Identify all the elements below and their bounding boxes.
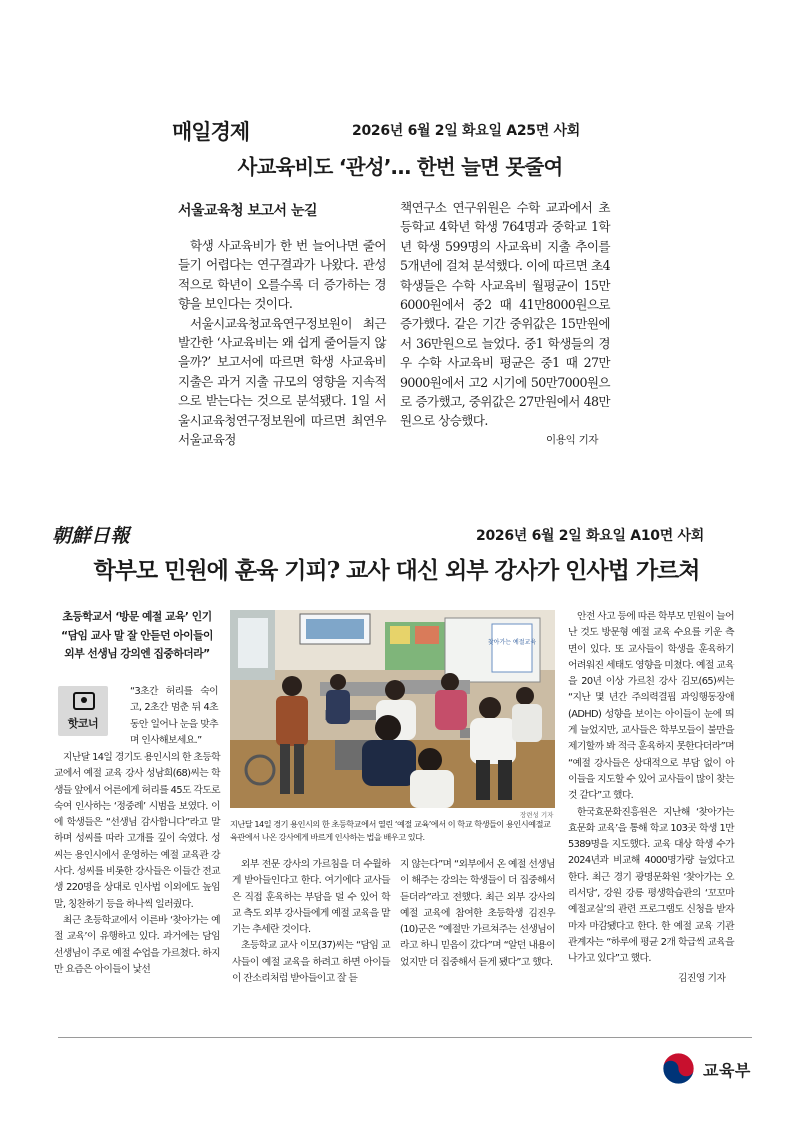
article2-date-line: 2026년 6월 2일 화요일 A10면 사회 [476,528,704,544]
article1-byline: 이용익 기자 [546,434,599,446]
article2-column-3 [400,857,555,971]
article2-paragraph: 안전 사고 등에 따른 학부모 민원이 늘어난 것도 방문형 예절 교육 수요를 키운 측면이 있다. 또 교사들이 학생을 훈육하기 어려워진 세태도 영향을 미쳤다. 예절 교육을 20년 이상 가르친 강사 김모(65)씨는 “지난 몇 년간 주의력결핍 과잉행동장애(ADHD) 성향을 보이는 아이들이 눈에 띄게 늘었지만, 교사들은 학부모들이 불만을 제기할까 봐 적극 훈육하지 못한다더라”며 “예절 강사들은 상대적으로 부담 없이 아이들을 지도할 수 있어 교사들이 많이 찾는 것 같다”고 했다. [568,611,734,802]
article2-paragraph: 한국효문화진흥원은 지난해 ‘찾아가는 효문화 교육’을 통해 학교 103곳 학생 1만5389명을 지도했다. 교육 대상 학생 수가 2024년과 비교해 4000명가량 늘었다고 한다. 최근 경기 광명문화원 ‘찾아가는 오리서당’, 강원 강릉 평생학습관의 ‘꼬꼬마 예절교실’의 관련 프로그램도 신청을 받자마자 마감됐다고 한다. 한 예절 교육 기관 관계자는 “하루에 평균 2개 학급씩 교육을 나가고 있다”고 했다. [568,806,734,965]
taegeuk-emblem-icon [661,1051,696,1086]
article2-paragraph: 초등학교 교사 이모(37)씨는 “담임 교사들이 예절 교육을 하려고 하면 아이들이 잔소리처럼 받아들이고 잘 듣 [232,940,390,985]
subheadline-line: 외부 선생님 강의엔 집중하더라” [64,647,210,660]
article1-publication-logo: 매일경제 [172,120,250,144]
article2-column-2 [232,857,390,987]
classroom-photo-illustration [230,610,555,808]
article2-byline: 김진영 기자 [678,973,726,984]
article1-subheadline: 서울교육청 보고서 눈길 [178,203,317,219]
article2-column-4 [568,609,734,968]
article1-headline: 사교육비도 ‘관성’… 한번 늘면 못줄여 [237,155,563,179]
article2-subheadline [52,608,222,664]
footer-divider [58,1037,752,1038]
article1-column-1 [178,236,386,449]
article1-paragraph: 책연구소 연구위원은 수학 교과에서 초등학교 4학년 학생 764명과 중학교 1학년 학생 599명의 사교육비 지출 추이를 5개년에 걸쳐 분석했다. 이에 따르면 초4 학생들은 수학 사교육비 월평균이 15만6000원에서 중2 때 41만8000원으로 증가했다. 같은 기간 중위값은 15만원에서 36만원으로 늘었다. 중1 학생들의 경우 수학 사교육비 평균은 중1 때 27만9000원에서 고2 시기에 50만7000원으로 증가했고, 중위값은 27만원에서 48만원으로 상승했다. [400,200,610,429]
board-poster-text: 찾아가는 예절교육 [487,639,537,646]
article2-photo [230,610,555,808]
camera-icon [73,692,95,710]
article2-column-1 [54,750,220,978]
article2-paragraph: 지난달 14일 경기도 용인시의 한 초등학교에서 예절 교육 강사 성남희(68)씨는 학생들 앞에서 어른에게 허리를 45도 각도로 숙여 인사하는 ‘정중례’ 시범을 보였다. 이에 학생들은 “선생님 감사합니다”라고 말하며 성씨를 따라 고개를 깊이 숙였다. 성씨는 용인시에서 운영하는 예절 교육관 강사다. 성씨를 비롯한 강사들은 이들간 전교생 220명을 상대로 인사법 이외에도 높임말, 칭찬하기 등을 하나씩 일러줬다. [54,752,220,910]
article1-date-line: 2026년 6월 2일 화요일 A25면 사회 [352,123,580,139]
subheadline-line: “담임 교사 말 잘 안듣던 아이들이 [61,628,213,642]
article2-headline: 학부모 민원에 훈육 기피? 교사 대신 외부 강사가 인사법 가르쳐 [93,557,700,584]
hot-corner-label: 핫코너 [67,717,99,730]
article1-paragraph: 서울시교육청교육연구정보원이 최근 발간한 ‘사교육비는 왜 쉽게 줄어들지 않을까?’ 보고서에 따르면 학생 사교육비 지출은 과거 지출 규모의 영향을 지속적으로 받는다는 것으로 분석됐다. 1일 서울시교육청연구정보원에 따르면 최연우 서울교육정 [178,315,386,448]
photo-credit: 장련성 기자 [520,811,554,819]
subheadline-line: 초등학교서 ‘방문 예절 교육’ 인기 [62,610,212,623]
article1-column-2 [400,198,610,431]
article2-opening-quote: “3초간 허리를 숙이고, 2초간 멈춘 뒤 4초 동안 일어나 눈을 맞추며 인사해보세요.” [130,686,218,746]
ministry-name: 교육부 [703,1061,751,1080]
article2-paragraph: 외부 전문 강사의 가르침을 더 수월하게 받아들인다고 한다. 여기에다 교사들은 직접 훈육하는 부담을 덜 수 있어 학교 측도 외부 강사들에게 예절 교육을 맡기는 추세란 것이다. [232,859,390,936]
article2-publication-logo: 朝鮮日報 [52,525,131,547]
photo-caption: 지난달 14일 경기 용인시의 한 초등학교에서 열린 ‘예절 교육’에서 이 학교 학생들이 용인시예절교육관에서 나온 강사에게 바르게 인사하는 법을 배우고 있다. [230,819,551,842]
article1-paragraph: 학생 사교육비가 한 번 늘어나면 줄어들기 어렵다는 연구결과가 나왔다. 관성적으로 학년이 오를수록 더 증가하는 경향을 보인다는 것이다. [178,238,386,312]
article2-paragraph: 지 않는다”며 “외부에서 온 예절 선생님이 해주는 강의는 학생들이 더 집중해서 듣더라”라고 전했다. 최근 외부 강사의 예절 교육에 참여한 초등학생 김진우(10)군은 “예절만 가르쳐주는 선생님이라고 하니 믿음이 갔다”며 “알던 내용이었지만 더 집중해서 듣게 됐다”고 했다. [400,859,555,968]
article2-paragraph: 최근 초등학교에서 이른바 ‘찾아가는 예절 교육’이 유행하고 있다. 과거에는 담임 선생님이 주로 예절 수업을 가르쳤다. 하지만 요즘은 아이들이 낯선 [54,914,220,975]
